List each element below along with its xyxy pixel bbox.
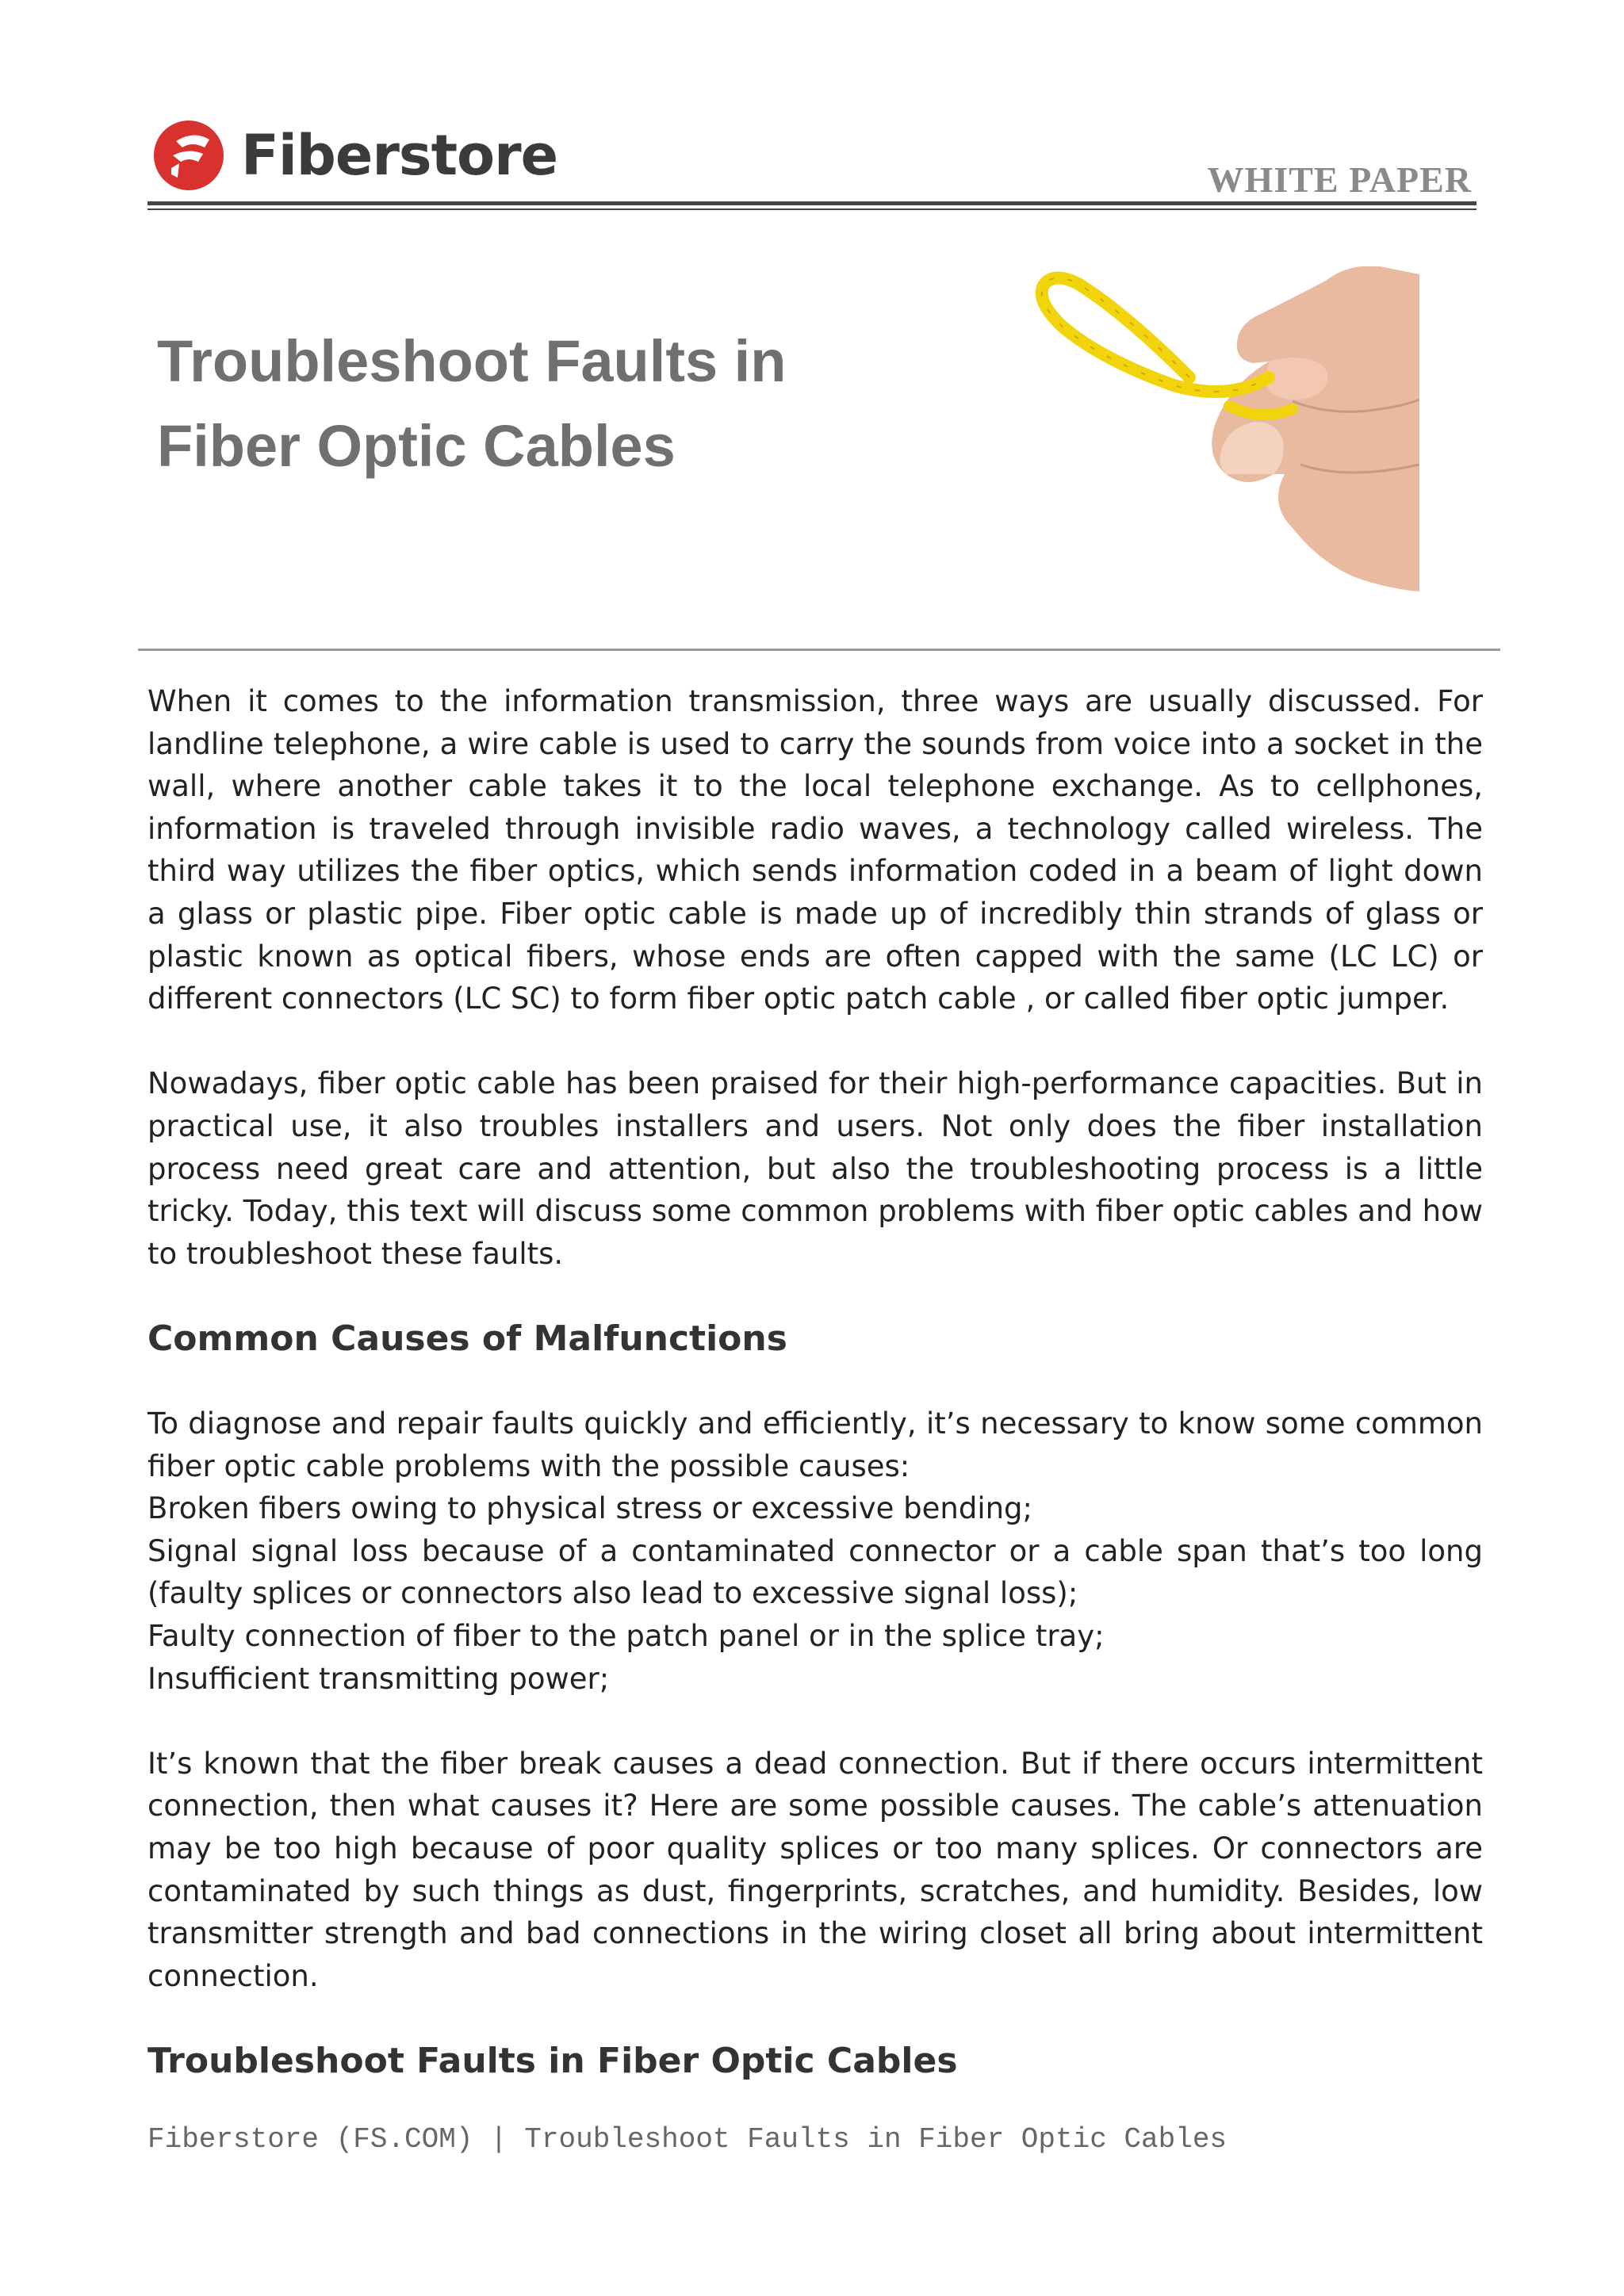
white-paper-label: WHITE PAPER [1207, 159, 1472, 200]
cause-item: Signal signal loss because of a contaminated connector or a cable span that’s too long (faulty splices or connectors also lead to excessive signal loss); [147, 1533, 1483, 1611]
paragraph-intro: When it comes to the information transmission, three ways are usually discussed. For landline telephone, a wire cable is used to carry the sounds from voice into a socket in the wall, where another cable takes it to the local telephone exchange. As to cellphones, information is traveled through invisible radio waves, a technology called wireless. The third way utilizes the fiber optics, which sends information coded in a beam of light down a glass or plastic pipe. Fiber optic cable is made up of incredibly thin strands of glass or plastic known as optical fibers, whose ends are often capped with the same (LC LC) or different connectors (LC SC) to form fiber optic patch cable , or called fiber optic jumper. [147, 684, 1483, 1016]
paragraph-intermittent: It’s known that the fiber break causes a dead connection. But if there occurs intermittent connection, then what causes it? Here are some possible causes. The cable’s attenuation may be too high because of poor quality splices or too many splices. Or connectors are contaminated by such things as dust, fingerprints, scratches, and humidity. Besides, low transmitter strength and bad connections in the wiring closet all bring about intermittent connection. [147, 1746, 1483, 1993]
section-heading-troubleshoot: Troubleshoot Faults in Fiber Optic Cables [147, 2041, 958, 2081]
cause-item: Insufficient transmitting power; [147, 1661, 610, 1696]
cause-item: Broken fibers owing to physical stress or excessive bending; [147, 1491, 1032, 1526]
paragraph-overview: Nowadays, fiber optic cable has been praised for their high-performance capacities. But in practical use, it also troubles installers and users. Not only does the fiber installation process need great care and attention, but also the troubleshooting process is a little tricky. Today, this text will discuss some common problems with fiber optic cables and how to troubleshoot these faults. [147, 1066, 1483, 1271]
article-body [147, 680, 1483, 2083]
brand-logo [152, 117, 557, 193]
paragraph-gap [147, 1700, 1483, 1743]
header-rule-thin [147, 209, 1477, 210]
brand-name: Fiberstore [241, 123, 558, 188]
paragraph-gap [147, 1020, 1483, 1063]
title-line-2: Fiber Optic Cables [157, 413, 676, 479]
fiberstore-logo-icon [152, 119, 225, 192]
title-line-1: Troubleshoot Faults in [157, 328, 787, 394]
paragraph-gap [147, 1360, 1483, 1403]
section-heading-causes: Common Causes of Malfunctions [147, 1318, 787, 1359]
page-footer: Fiberstore (FS.COM) | Troubleshoot Faults in Fiber Optic Cables [147, 2123, 1228, 2156]
page-title [157, 319, 1029, 488]
fiber-patch-cable-photo [1031, 266, 1419, 591]
paragraph-causes-intro: To diagnose and repair faults quickly and efficiently, it’s necessary to know some common fiber optic cable problems with the possible causes: [147, 1406, 1483, 1483]
section-divider [138, 649, 1500, 651]
cause-item: Faulty connection of fiber to the patch panel or in the splice tray; [147, 1619, 1105, 1654]
header-rule [147, 201, 1477, 205]
